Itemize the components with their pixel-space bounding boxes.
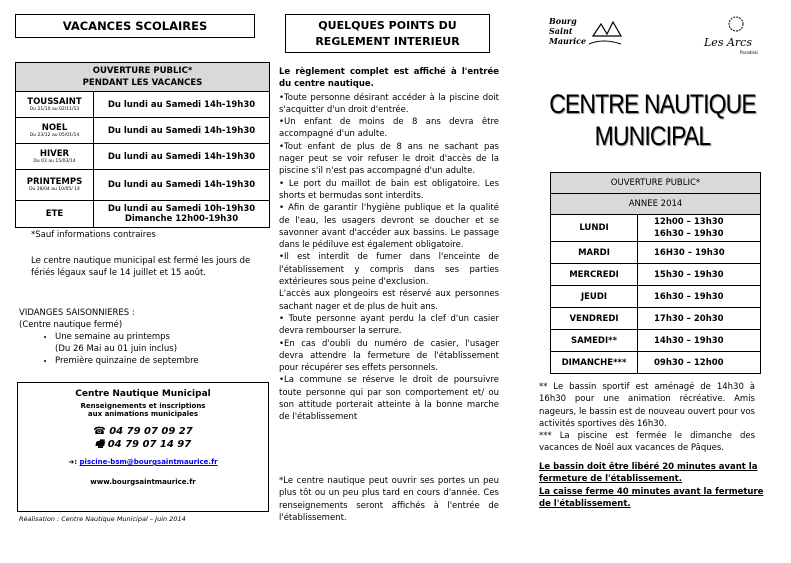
vacances-header-line2: PENDANT LES VACANCES	[82, 78, 203, 88]
period-name: HIVER	[39, 148, 70, 159]
svg-text:Paradiski: Paradiski	[740, 50, 758, 55]
table-row	[551, 242, 761, 264]
period-dates: Du 03 au 15/03/14	[33, 158, 76, 164]
reglement-intro: Le règlement complet est affiché à l'entrée du centre nautique.	[279, 67, 499, 90]
table-row	[551, 264, 761, 286]
list-item: •Un enfant de moins de 8 ans devra être accompagné d'un adulte.	[279, 117, 499, 140]
main-title-line1: CENTRE NAUTIQUE	[549, 89, 756, 119]
time-slot: 09h30 – 12h00	[638, 352, 761, 374]
svg-text:Maurice: Maurice	[549, 36, 587, 46]
svg-text:Les Arcs: Les Arcs	[704, 36, 752, 49]
period-hours: Du lundi au Samedi 14h-19h30	[94, 118, 270, 144]
phone-number: 04 79 07 09 27	[109, 426, 193, 437]
rule-bassin: Le bassin doit être libéré 20 minutes avant la fermeture de l'établissement.	[539, 462, 758, 485]
time-slot: 14h30 – 19h30	[638, 330, 761, 352]
main-title	[540, 88, 765, 152]
period-hours: Du lundi au Samedi 14h-19h30	[94, 170, 270, 201]
table-row	[551, 308, 761, 330]
day-label: VENDREDI	[551, 308, 638, 330]
list-item: •Il est interdit de fumer dans l'enceinte de l'établissement y compris dans ses parties extérieures sous peine d'exclusion.	[279, 252, 499, 288]
reglement-text	[279, 66, 499, 424]
vacances-header-line1: OUVERTURE PUBLIC*	[92, 66, 193, 76]
vidanges-title: VIDANGES SAISONNIERES :	[19, 308, 135, 318]
website-link[interactable]: www.bourgsaintmaurice.fr	[90, 478, 196, 486]
list-item: • Une semaine au printemps	[55, 331, 259, 343]
closing-rules	[539, 461, 769, 510]
phone-icon: ☎	[93, 426, 106, 437]
day-label: LUNDI	[551, 215, 638, 242]
period-name: ETE	[45, 209, 64, 219]
contact-box: Centre Nautique Municipal Renseignements et inscriptions aux animations municipales ☎ 04 79 07 09 27 🖷 04 79 07 14 97 ➜: piscine-bsm@bourgsaintmaurice.fr www.bourgsaintmaurice.fr	[17, 382, 269, 512]
list-item: (Du 26 Mai au 01 juin inclus)	[55, 344, 178, 354]
period-dates: Du 23/12 au 05/01/14	[29, 132, 80, 138]
vidanges-section	[19, 307, 259, 367]
day-label: MARDI	[551, 242, 638, 264]
table-row	[16, 144, 270, 170]
period-name: NOEL	[41, 122, 68, 133]
vacances-table-header	[16, 63, 270, 92]
time-slot: 16H30 – 19h30	[638, 242, 761, 264]
ferme-note: Le centre nautique municipal est fermé les jours de fériés légaux sauf le 14 juillet et 15 août.	[31, 256, 251, 278]
table-row	[16, 201, 270, 228]
svg-text:Bourg: Bourg	[549, 16, 577, 26]
fax-icon: 🖷	[94, 439, 105, 450]
period-name: PRINTEMPS	[26, 177, 83, 187]
list-item: • Afin de garantir l'hygiène publique et la qualité de l'eau, les usagers devront se doucher et se savonner avant d'accéder aux bassins. Le passage dans le pédiluve est également obligatoire.	[279, 203, 499, 251]
contact-title: Centre Nautique Municipal	[75, 389, 211, 399]
table-row	[551, 286, 761, 308]
rule-caisse: La caisse ferme 40 minutes avant la fermeture de l'établissement.	[539, 486, 764, 509]
reglement-title	[285, 14, 490, 53]
les-arcs-logo	[700, 14, 760, 56]
bourg-saint-maurice-logo	[545, 14, 625, 56]
list-item: • Toute personne ayant perdu la clef d'un casier devra rembourser la serrure.	[279, 313, 499, 337]
hours-header-1: OUVERTURE PUBLIC*	[551, 173, 761, 194]
hours-table	[550, 172, 761, 374]
vacances-title: VACANCES SCOLAIRES	[15, 14, 255, 38]
reglement-note: *Le centre nautique peut ouvrir ses portes un peu plus tôt ou un peu plus tard en cours d'année. Ces renseignements seront affichés à l'entrée de l'établissement.	[279, 476, 499, 523]
period-dates: Du 21/10 au 02/11/13	[29, 106, 80, 112]
vidanges-subtitle: (Centre nautique fermé)	[19, 320, 123, 330]
vacances-table	[15, 62, 270, 228]
reglement-title-line2: REGLEMENT INTERIEUR	[315, 35, 460, 48]
day-label: JEUDI	[551, 286, 638, 308]
time-slot: 12h00 – 13h30	[654, 217, 724, 227]
time-slot: 15h30 – 19h30	[638, 264, 761, 286]
sauf-note: *Sauf informations contraires	[31, 230, 156, 240]
note-bassin-sportif: ** Le bassin sportif est aménagé de 14h30 à 16h30 pour une animation récréative. Amis nageurs, le bassin est de nouveau ouvert pour vos activités sportives dès 16h30.	[539, 382, 755, 429]
time-slot: 16h30 – 19h30	[638, 286, 761, 308]
table-row	[16, 170, 270, 201]
table-row	[551, 330, 761, 352]
list-item: •Tout enfant de plus de 8 ans ne sachant pas nager peut se voir refuser le droit d'accès de la piscine s'il n'est pas accompagné d'un adulte.	[279, 141, 499, 177]
day-label: MERCREDI	[551, 264, 638, 286]
contact-sub1: Renseignements et inscriptions	[80, 402, 206, 410]
list-item: •Toute personne désirant accéder à la piscine doit s'acquitter d'un droit d'entrée.	[279, 92, 499, 115]
email-link[interactable]: piscine-bsm@bourgsaintmaurice.fr	[79, 458, 218, 466]
period-hours: Du lundi au Samedi 14h-19h30	[94, 92, 270, 118]
period-hours: Du lundi au Samedi 10h-19h30	[107, 204, 256, 214]
day-label: DIMANCHE***	[551, 352, 638, 374]
list-item: • Première quinzaine de septembre	[55, 355, 259, 367]
table-row	[551, 352, 761, 374]
hours-notes	[539, 381, 755, 455]
contact-sub2: aux animations municipales	[87, 410, 199, 418]
table-row	[16, 92, 270, 118]
list-item: L'accès aux plongeoirs est réservé aux personnes sachant nager et de plus de huit ans.	[279, 289, 499, 312]
table-row	[16, 118, 270, 144]
list-item: • Le port du maillot de bain est obligatoire. Les shorts et bermudas sont interdits.	[279, 178, 499, 201]
list-item: •En cas d'oubli du numéro de casier, l'usager devra attendre la fermeture de l'établissement pour récupérer ses effets personnels.	[279, 338, 499, 374]
day-label: SAMEDI**	[551, 330, 638, 352]
table-row	[551, 215, 761, 242]
period-hours: Du lundi au Samedi 14h-19h30	[94, 144, 270, 170]
main-title-line2: MUNICIPAL	[594, 121, 711, 151]
time-slot: 16h30 – 19h30	[654, 229, 724, 239]
time-slot: 17h30 – 20h30	[638, 308, 761, 330]
period-dates: Du 28/04 au 10/05/ 14	[29, 187, 80, 192]
realisation-credit: Réalisation : Centre Nautique Municipal – Juin 2014	[19, 515, 186, 523]
list-item: •La commune se réserve le droit de poursuivre toute personne qui par son comportement et/ ou son attitude porterait atteinte à la bonne marche de l'établissement	[279, 375, 499, 423]
email-icon: ➜	[68, 458, 75, 466]
svg-text:Saint: Saint	[549, 26, 573, 36]
period-name: TOUSSAINT	[27, 96, 82, 107]
reglement-title-line1: QUELQUES POINTS DU	[318, 19, 457, 32]
note-dimanche: *** La piscine est fermée le dimanche des vacances de Noël aux vacances de Pâques.	[539, 431, 755, 454]
hours-header-2: ANNEE 2014	[551, 194, 761, 215]
period-hours-sunday: Dimanche 12h00-19h30	[124, 214, 239, 224]
fax-number: 04 79 07 14 97	[107, 439, 192, 450]
